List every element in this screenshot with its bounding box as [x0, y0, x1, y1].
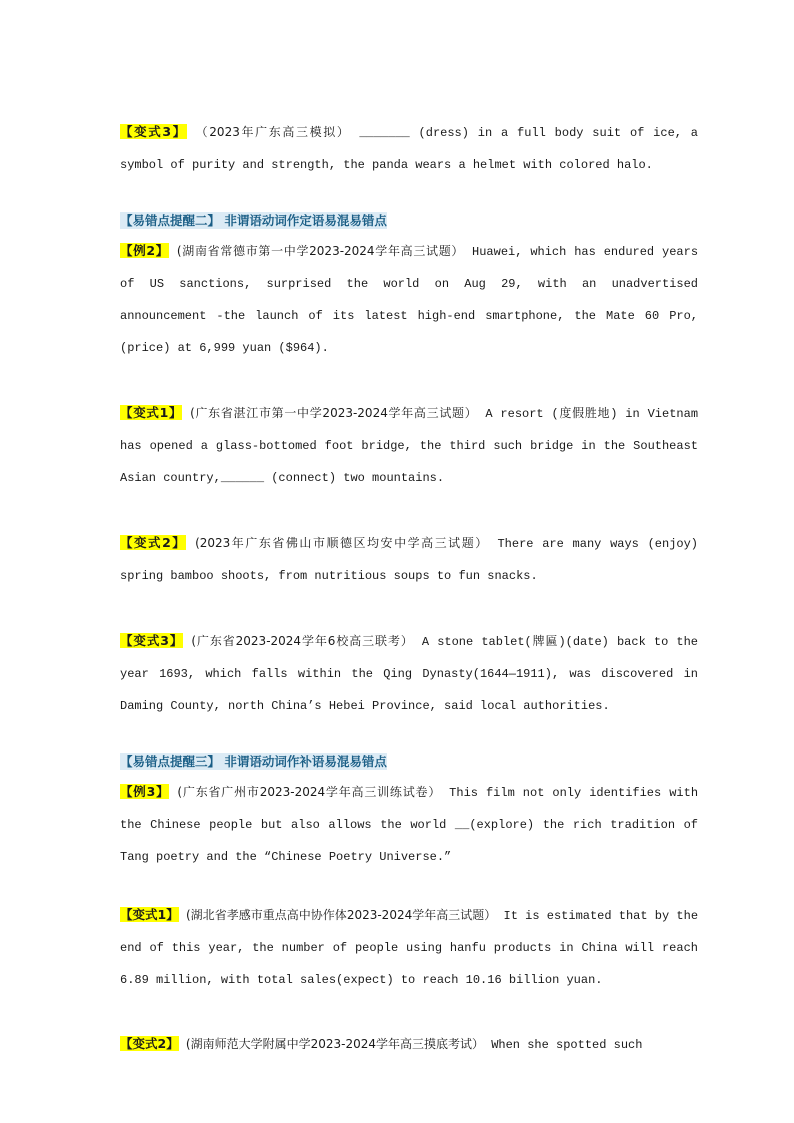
question-source: (广东省广州市2023-2024学年高三训练试卷） [177, 785, 442, 799]
question-source: (广东省湛江市第一中学2023-2024学年高三试题） [190, 406, 478, 420]
question-text: Huawei, which has endured years of US sanctions, surprised the world on Aug 29, with an unadvertised announcement -the launch of its latest high-end smartphone, the Mate 60 Pro, (price) at 6,999 yuan ($964). [120, 245, 699, 355]
section-heading-text: 【易错点提醒二】 非谓语动词作定语易混易错点 [120, 213, 387, 228]
example-3 [120, 776, 698, 873]
variant-tag: 【变式1】 [120, 405, 183, 420]
variant-tag: 【变式2】 [120, 1036, 179, 1051]
question-variant-1b [120, 899, 698, 996]
example-2 [120, 235, 698, 364]
section-heading-text: 【易错点提醒三】 非谓语动词作补语易混易错点 [120, 754, 387, 769]
document-page [120, 116, 698, 1061]
question-source: (湖南省常德市第一中学2023-2024学年高三试题） [176, 244, 465, 258]
question-variant-2a [120, 527, 698, 592]
question-variant-3b [120, 625, 698, 722]
question-variant-3a [120, 116, 698, 181]
question-text: It is estimated that by the end of this year, the number of people using hanfu products in China will reach 6.89 million, with total sales(expect) to reach 10.16 billion yuan. [120, 909, 699, 987]
question-variant-1a [120, 397, 698, 494]
question-text: A resort (度假胜地) in Vietnam has opened a glass-bottomed foot bridge, the third such bridge in the Southeast Asian country,______ (connect) two mountains. [120, 407, 699, 485]
example-tag: 【例3】 [120, 784, 170, 799]
question-source: (湖北省孝感市重点高中协作体2023-2024学年高三试题） [185, 908, 497, 922]
example-tag: 【例2】 [120, 243, 169, 258]
question-text: This film not only identifies with the Chinese people but also allows the world __(explore) the rich tradition of Tang poetry and the “Chinese Poetry Universe.” [120, 786, 699, 864]
question-text: When she spotted such [491, 1038, 643, 1052]
question-source: (广东省2023-2024学年6校高三联考） [191, 634, 414, 648]
question-text: _______ (dress) in a full body suit of ice, a symbol of purity and strength, the panda wears a helmet with colored halo. [120, 126, 699, 172]
section-heading-2 [120, 209, 698, 233]
question-variant-2b [120, 1028, 698, 1061]
section-heading-3 [120, 750, 698, 774]
variant-tag: 【变式2】 [120, 535, 187, 550]
variant-tag: 【变式1】 [120, 907, 179, 922]
question-text: A stone tablet(牌匾)(date) back to the year 1693, which falls within the Qing Dynasty(1644—1911), was discovered in Daming County, north China’s Hebei Province, said local authorities. [120, 635, 698, 713]
question-text: There are many ways (enjoy) spring bamboo shoots, from nutritious soups to fun snacks. [120, 537, 699, 583]
variant-tag: 【变式3】 [120, 633, 184, 648]
question-source: (湖南师范大学附属中学2023-2024学年高三摸底考试） [185, 1037, 484, 1051]
question-source: (2023年广东省佛山市顺德区均安中学高三试题） [195, 536, 489, 550]
question-source: （2023年广东高三模拟） [195, 125, 351, 139]
variant-tag: 【变式3】 [120, 124, 187, 139]
